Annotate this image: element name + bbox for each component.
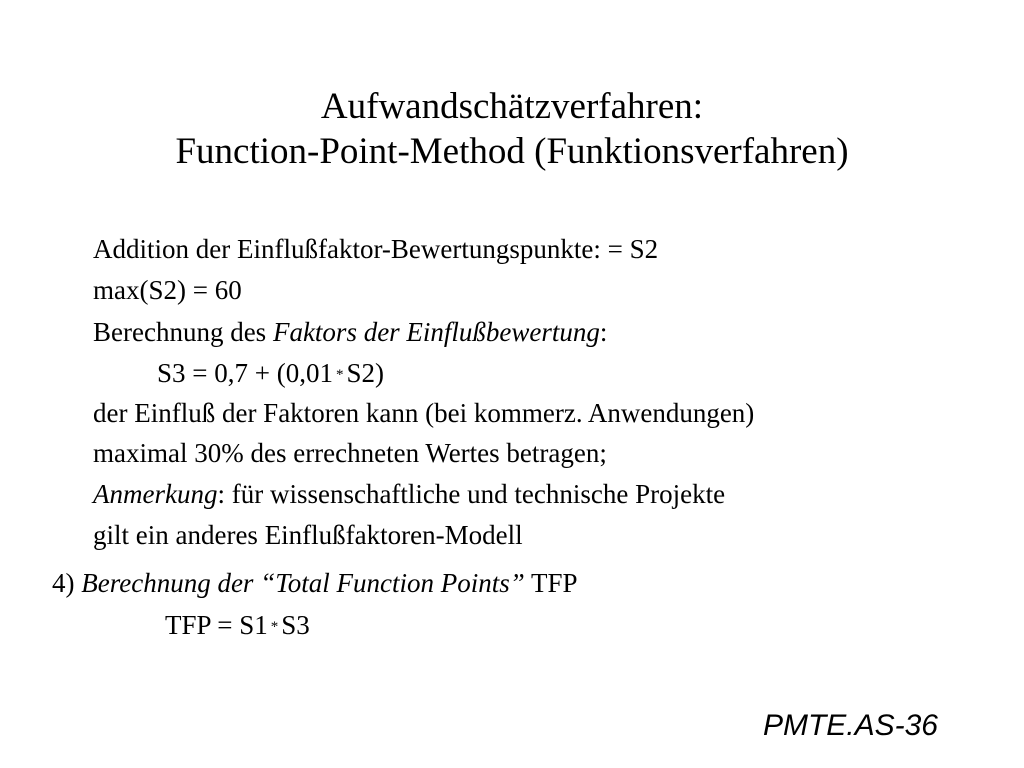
s3-formula [157, 357, 384, 391]
s3-formula-left: S3 = 0,7 + (0,01 [157, 358, 333, 388]
slide-title [0, 84, 1024, 174]
addition-line: Addition der Einflußfaktor-Bewertungspunkte: = S2 [93, 234, 659, 264]
step-4-title: Berechnung der “Total Function Points” [81, 568, 525, 598]
max-s2-line: max(S2) = 60 [93, 275, 242, 305]
einfluss-line-2: maximal 30% des errechneten Wertes betragen; [93, 438, 607, 468]
slide-footer-label: PMTE.AS-36 [762, 709, 938, 742]
tfp-formula-right: S3 [281, 610, 310, 640]
berechnung-emphasis: Faktors der Einflußbewertung [272, 317, 600, 347]
title-line-2: Function-Point-Method (Funktionsverfahren) [175, 131, 849, 172]
multiply-operator: * [335, 367, 344, 383]
berechnung-suffix: : [599, 317, 608, 347]
multiply-operator: * [270, 619, 279, 635]
einfluss-line-1: der Einfluß der Faktoren kann (bei kommerz. Anwendungen) [93, 398, 755, 428]
anmerkung-text: : für wissenschaftliche und technische Projekte [217, 479, 726, 509]
step-number: 4) [52, 568, 75, 598]
berechnung-line [93, 316, 607, 348]
berechnung-prefix: Berechnung des [93, 317, 273, 347]
s3-formula-right: S2) [346, 358, 384, 388]
step-4-abbrev: TFP [524, 568, 578, 598]
tfp-formula [165, 609, 310, 643]
anmerkung-label: Anmerkung [93, 479, 218, 509]
anmerkung-line [93, 478, 725, 510]
anmerkung-line-2: gilt ein anderes Einflußfaktoren-Modell [93, 520, 523, 550]
step-4-line [52, 567, 578, 599]
tfp-formula-left: TFP = S1 [165, 610, 268, 640]
title-line-1: Aufwandschätzverfahren: [320, 86, 704, 127]
